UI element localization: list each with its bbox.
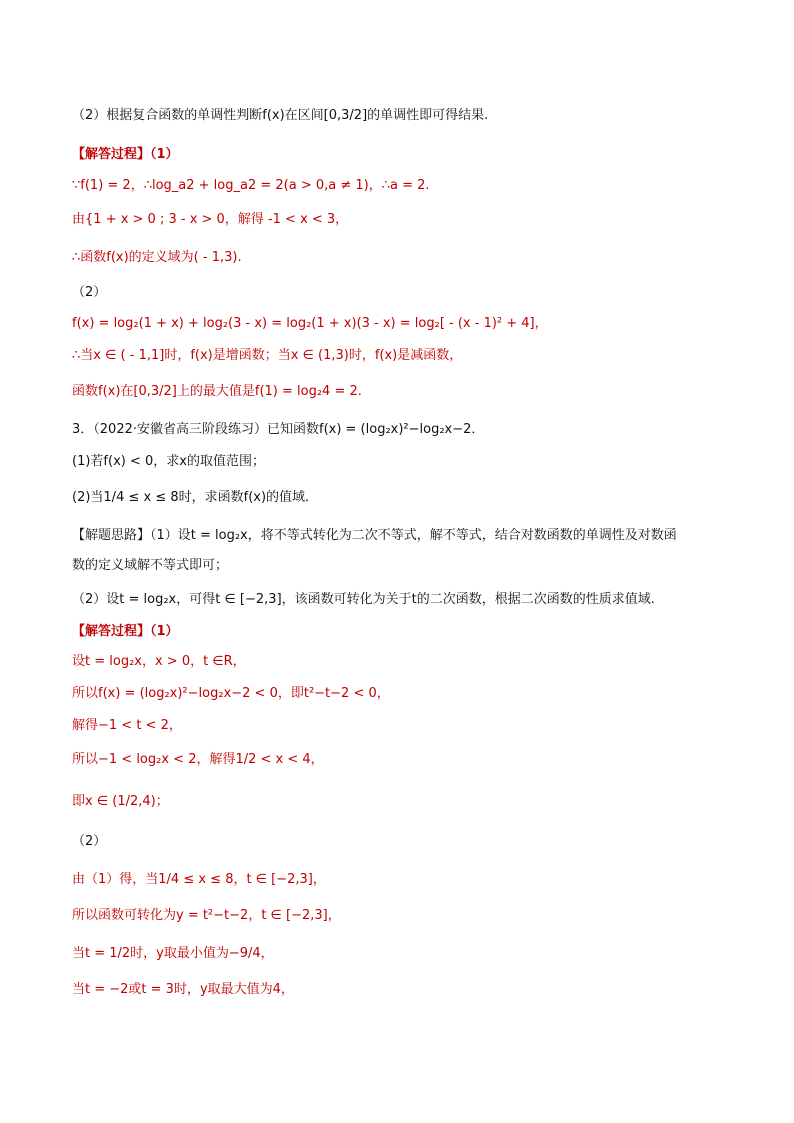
math-line: ∵f(1) = 2，∴log_a2 + log_a2 = 2(a > 0,a ≠ 1)，∴a = 2.	[72, 178, 430, 193]
math-line: 由{1 + x > 0 ; 3 - x > 0，解得 -1 < x < 3，	[72, 212, 349, 227]
text-line: （2）根据复合函数的单调性判断f(x)在区间[0,3/2]的单调性即可得结果.	[72, 108, 489, 123]
section-heading: 【解答过程】（1）	[72, 147, 179, 162]
math-line: 所以−1 < log₂x < 2，解得1/2 < x < 4，	[72, 752, 324, 767]
text-line: （2）	[72, 285, 107, 300]
text-line: 【解题思路】（1）设t = log₂x，将不等式转化为二次不等式，解不等式，结合对数函数的单调性及对数函	[72, 528, 677, 543]
section-heading: 【解答过程】（1）	[72, 624, 179, 639]
math-line: f(x) = log₂(1 + x) + log₂(3 - x) = log₂(1 + x)(3 - x) = log₂[ - (x - 1)² + 4]，	[72, 316, 548, 331]
math-line: 当t = 1/2时，y取最小值为−9/4，	[72, 946, 274, 961]
math-line: 由（1）得，当1/4 ≤ x ≤ 8，t ∈ [−2,3]，	[72, 872, 326, 887]
text-line: （2）设t = log₂x，可得t ∈ [−2,3]，该函数可转化为关于t的二次函数，根据二次函数的性质求值域.	[72, 592, 655, 607]
problem-part: (1)若f(x) < 0，求x的取值范围；	[72, 454, 265, 469]
problem-part: (2)当1/4 ≤ x ≤ 8时，求函数f(x)的值域．	[72, 490, 319, 505]
text-line: （2）	[72, 834, 107, 849]
math-line: 所以函数可转化为y = t²−t−2，t ∈ [−2,3]，	[72, 908, 341, 923]
problem-statement: 3．（2022·安徽省高三阶段练习）已知函数f(x) = (log₂x)²−log₂x−2．	[72, 422, 485, 437]
math-line: ∴函数f(x)的定义域为( - 1,3).	[72, 250, 242, 265]
math-line: 函数f(x)在[0,3/2]上的最大值是f(1) = log₂4 = 2.	[72, 384, 362, 399]
math-line: 即x ∈ (1/2,4)；	[72, 794, 169, 809]
text-line: 数的定义域解不等式即可；	[72, 558, 229, 573]
math-line: 设t = log₂x，x > 0，t ∈R，	[72, 654, 246, 669]
math-line: 解得−1 < t < 2，	[72, 718, 182, 733]
math-line: ∴当x ∈ ( - 1,1]时，f(x)是增函数；当x ∈ (1,3)时，f(x)是减函数，	[72, 348, 463, 363]
math-line: 所以f(x) = (log₂x)²−log₂x−2 < 0，即t²−t−2 < 0，	[72, 686, 390, 701]
math-line: 当t = −2或t = 3时，y取最大值为4，	[72, 982, 294, 997]
